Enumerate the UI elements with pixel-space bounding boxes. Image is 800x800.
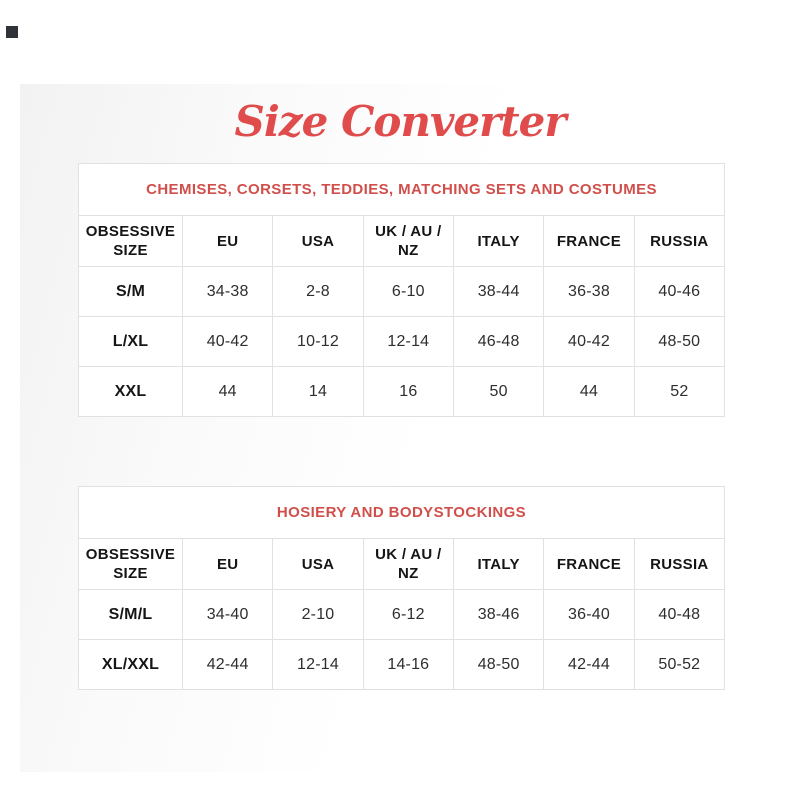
value-cell: 52 (634, 367, 724, 417)
table-row (79, 267, 725, 317)
dark-corner-marker (6, 26, 18, 38)
table-row (79, 590, 725, 640)
value-cell: 44 (183, 367, 273, 417)
value-cell: 14-16 (363, 640, 453, 690)
value-cell: 42-44 (183, 640, 273, 690)
table-row (79, 317, 725, 367)
value-cell: 34-40 (183, 590, 273, 640)
value-cell: 10-12 (273, 317, 363, 367)
value-cell: 44 (544, 367, 634, 417)
table-section-title: CHEMISES, CORSETS, TEDDIES, MATCHING SETS AND COSTUMES (79, 164, 725, 216)
column-header: UK / AU / NZ (363, 539, 453, 590)
size-table-chemises (78, 163, 725, 417)
value-cell: 16 (363, 367, 453, 417)
value-cell: 42-44 (544, 640, 634, 690)
column-header: USA (273, 539, 363, 590)
column-header: RUSSIA (634, 216, 724, 267)
size-cell: L/XL (79, 317, 183, 367)
value-cell: 46-48 (453, 317, 543, 367)
value-cell: 40-48 (634, 590, 724, 640)
value-cell: 38-46 (453, 590, 543, 640)
size-cell: XXL (79, 367, 183, 417)
column-header: OBSESSIVE SIZE (79, 539, 183, 590)
value-cell: 48-50 (634, 317, 724, 367)
column-header: EU (183, 216, 273, 267)
value-cell: 2-8 (273, 267, 363, 317)
value-cell: 36-40 (544, 590, 634, 640)
column-header: RUSSIA (634, 539, 724, 590)
column-header: OBSESSIVE SIZE (79, 216, 183, 267)
column-header: USA (273, 216, 363, 267)
value-cell: 34-38 (183, 267, 273, 317)
size-cell: S/M (79, 267, 183, 317)
table-row (79, 367, 725, 417)
value-cell: 6-10 (363, 267, 453, 317)
table-section-title: HOSIERY AND BODYSTOCKINGS (79, 487, 725, 539)
column-header: UK / AU / NZ (363, 216, 453, 267)
table-row (79, 640, 725, 690)
value-cell: 36-38 (544, 267, 634, 317)
column-header: EU (183, 539, 273, 590)
size-table-hosiery (78, 486, 725, 690)
column-header: ITALY (453, 216, 543, 267)
size-cell: S/M/L (79, 590, 183, 640)
page-title: Size Converter (234, 97, 566, 146)
value-cell: 40-46 (634, 267, 724, 317)
size-cell: XL/XXL (79, 640, 183, 690)
column-header: FRANCE (544, 539, 634, 590)
value-cell: 48-50 (453, 640, 543, 690)
value-cell: 50 (453, 367, 543, 417)
value-cell: 6-12 (363, 590, 453, 640)
value-cell: 40-42 (183, 317, 273, 367)
value-cell: 38-44 (453, 267, 543, 317)
value-cell: 50-52 (634, 640, 724, 690)
column-header: ITALY (453, 539, 543, 590)
value-cell: 40-42 (544, 317, 634, 367)
value-cell: 12-14 (363, 317, 453, 367)
column-header: FRANCE (544, 216, 634, 267)
value-cell: 14 (273, 367, 363, 417)
value-cell: 12-14 (273, 640, 363, 690)
value-cell: 2-10 (273, 590, 363, 640)
